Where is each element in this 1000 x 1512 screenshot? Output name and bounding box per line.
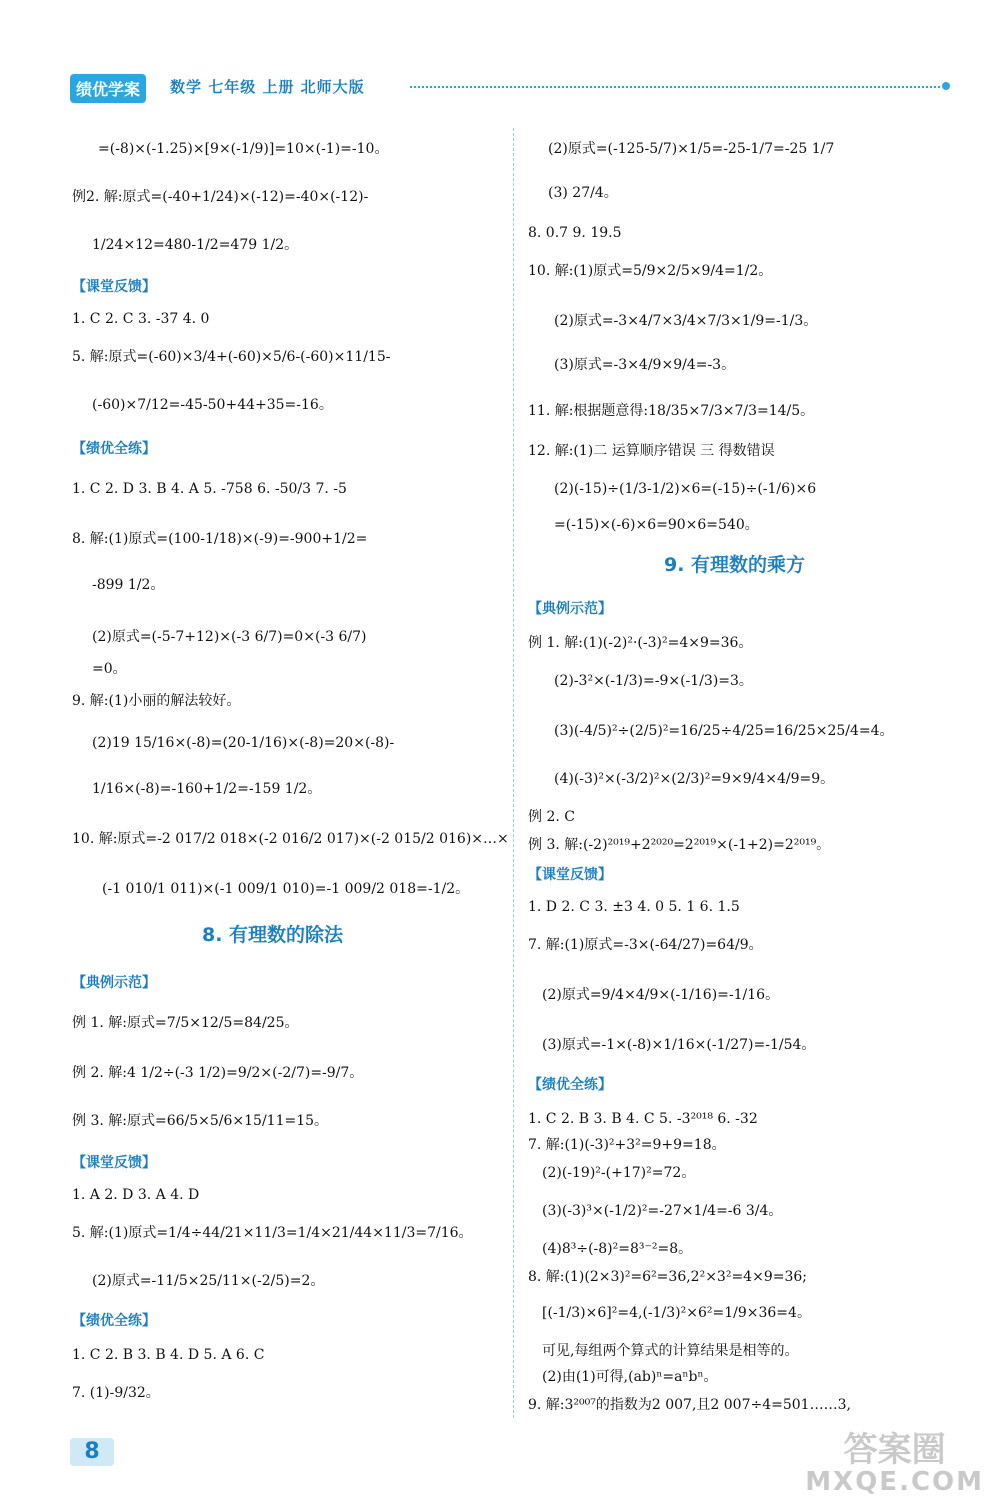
section-heading: 【典例示范】 <box>72 975 156 991</box>
section-heading: 【绩优全练】 <box>528 1077 612 1093</box>
answer-line: =0。 <box>92 661 127 677</box>
section-title: 9. 有理数的乘方 <box>664 554 806 576</box>
answer-line: (3)原式=-1×(-8)×1/16×(-1/27)=-1/54。 <box>542 1037 816 1053</box>
watermark-logo <box>805 1432 984 1496</box>
answer-line: 12. 解:(1)二 运算顺序错误 三 得数错误 <box>528 443 775 459</box>
section-heading: 【绩优全练】 <box>72 1313 156 1329</box>
header-dotted-line <box>410 86 940 88</box>
answer-line: -899 1/2。 <box>92 577 165 593</box>
answer-line: 8. 解:(1)原式=(100-1/18)×(-9)=-900+1/2= <box>72 531 368 547</box>
watermark-url: MXQE.COM <box>805 1467 984 1497</box>
answer-line: =(-15)×(-6)×6=90×6=540。 <box>554 517 759 533</box>
answer-line: [(-1/3)×6]²=4,(-1/3)²×6²=1/9×36=4。 <box>542 1305 811 1321</box>
answer-line: 8. 0.7 9. 19.5 <box>528 225 622 241</box>
answer-line: (2)由(1)可得,(ab)ⁿ=aⁿbⁿ。 <box>542 1369 718 1385</box>
page-header <box>70 72 950 102</box>
answer-line: (3)(-4/5)²÷(2/5)²=16/25÷4/25=16/25×25/4=4。 <box>554 723 894 739</box>
answer-line: (3)(-3)³×(-1/2)²=-27×1/4=-6 3/4。 <box>542 1203 783 1219</box>
answer-line: (2)原式=(-125-5/7)×1/5=-25-1/7=-25 1/7 <box>548 141 835 157</box>
answer-line: (3) 27/4。 <box>548 185 618 201</box>
answer-line: 1. D 2. C 3. ±3 4. 0 5. 1 6. 1.5 <box>528 899 740 915</box>
answer-line: 1. C 2. B 3. B 4. C 5. -3²⁰¹⁸ 6. -32 <box>528 1111 758 1127</box>
answer-line: 例 2. 解:4 1/2÷(-3 1/2)=9/2×(-2/7)=-9/7。 <box>72 1065 364 1081</box>
answer-line: 10. 解:原式=-2 017/2 018×(-2 016/2 017)×(-2 015/2 016)×…× <box>72 831 509 847</box>
header-badge: 绩优学案 <box>70 74 146 103</box>
answer-line: =(-8)×(-1.25)×[9×(-1/9)]=10×(-1)=-10。 <box>98 141 389 157</box>
answer-line: 1. C 2. D 3. B 4. A 5. -758 6. -50/3 7. -5 <box>72 481 347 497</box>
answer-line: (2)原式=9/4×4/9×(-1/16)=-1/16。 <box>542 987 780 1003</box>
section-title: 8. 有理数的除法 <box>202 924 344 946</box>
section-heading: 【课堂反馈】 <box>528 867 612 883</box>
column-divider <box>513 128 514 1418</box>
answer-line: (2)原式=-3×4/7×3/4×7/3×1/9=-1/3。 <box>554 313 818 329</box>
answer-line: (-1 010/1 011)×(-1 009/1 010)=-1 009/2 018=-1/2。 <box>102 881 470 897</box>
answer-line: (2)(-15)÷(1/3-1/2)×6=(-15)÷(-1/6)×6 <box>554 481 817 497</box>
section-heading: 【典例示范】 <box>528 601 612 617</box>
answer-line: (4)8³÷(-8)²=8³⁻²=8。 <box>542 1241 693 1257</box>
section-heading: 【绩优全练】 <box>72 441 156 457</box>
answer-line: 10. 解:(1)原式=5/9×2/5×9/4=1/2。 <box>528 263 773 279</box>
section-heading: 【课堂反馈】 <box>72 279 156 295</box>
answer-line: 7. 解:(1)原式=-3×(-64/27)=64/9。 <box>528 937 763 953</box>
answer-line: 1. A 2. D 3. A 4. D <box>72 1187 200 1203</box>
answer-line: 9. 解:(1)小丽的解法较好。 <box>72 693 241 709</box>
answer-line: 7. (1)-9/32。 <box>72 1385 160 1401</box>
answer-line: 1/16×(-8)=-160+1/2=-159 1/2。 <box>92 781 322 797</box>
answer-line: 例 2. C <box>528 809 575 825</box>
answer-line: (2)(-19)²-(+17)²=72。 <box>542 1165 696 1181</box>
answer-line: 例 3. 解:原式=66/5×5/6×15/11=15。 <box>72 1113 329 1129</box>
answer-line: (3)原式=-3×4/9×9/4=-3。 <box>554 357 736 373</box>
answer-line: 1. C 2. C 3. -37 4. 0 <box>72 311 210 327</box>
answer-line: (2)原式=(-5-7+12)×(-3 6/7)=0×(-3 6/7) <box>92 629 367 645</box>
header-dot <box>942 82 950 90</box>
answer-line: 8. 解:(1)(2×3)²=6²=36,2²×3²=4×9=36; <box>528 1269 807 1285</box>
answer-line: (2)原式=-11/5×25/11×(-2/5)=2。 <box>92 1273 325 1289</box>
section-heading: 【课堂反馈】 <box>72 1155 156 1171</box>
watermark-text: 答案圈 <box>843 1430 946 1470</box>
answer-line: (-60)×7/12=-45-50+44+35=-16。 <box>92 397 333 413</box>
answer-line: 例 3. 解:(-2)²⁰¹⁹+2²⁰²⁰=2²⁰¹⁹×(-1+2)=2²⁰¹⁹。 <box>528 837 831 853</box>
answer-line: (2)19 15/16×(-8)=(20-1/16)×(-8)=20×(-8)- <box>92 735 395 751</box>
answer-line: (2)-3²×(-1/3)=-9×(-1/3)=3。 <box>554 673 753 689</box>
answer-line: 1. C 2. B 3. B 4. D 5. A 6. C <box>72 1347 265 1363</box>
answer-line: 例 1. 解:(1)(-2)²·(-3)²=4×9=36。 <box>528 635 753 651</box>
answer-line: 可见,每组两个算式的计算结果是相等的。 <box>542 1343 799 1359</box>
answer-line: 1/24×12=480-1/2=479 1/2。 <box>92 237 299 253</box>
answer-line: 例 1. 解:原式=7/5×12/5=84/25。 <box>72 1015 299 1031</box>
answer-line: 11. 解:根据题意得:18/35×7/3×7/3=14/5。 <box>528 403 815 419</box>
answer-line: 例2. 解:原式=(-40+1/24)×(-12)=-40×(-12)- <box>72 189 369 205</box>
page-number: 8 <box>70 1438 114 1466</box>
answer-line: 5. 解:原式=(-60)×3/4+(-60)×5/6-(-60)×11/15- <box>72 349 391 365</box>
answer-line: 7. 解:(1)(-3)²+3²=9+9=18。 <box>528 1137 726 1153</box>
header-title: 数学 七年级 上册 北师大版 <box>170 78 365 96</box>
answer-line: 5. 解:(1)原式=1/4÷44/21×11/3=1/4×21/44×11/3=7/16。 <box>72 1225 473 1241</box>
answer-line: 9. 解:3²⁰⁰⁷的指数为2 007,且2 007÷4=501……3, <box>528 1397 851 1413</box>
answer-line: (4)(-3)²×(-3/2)²×(2/3)²=9×9/4×4/9=9。 <box>554 771 835 787</box>
